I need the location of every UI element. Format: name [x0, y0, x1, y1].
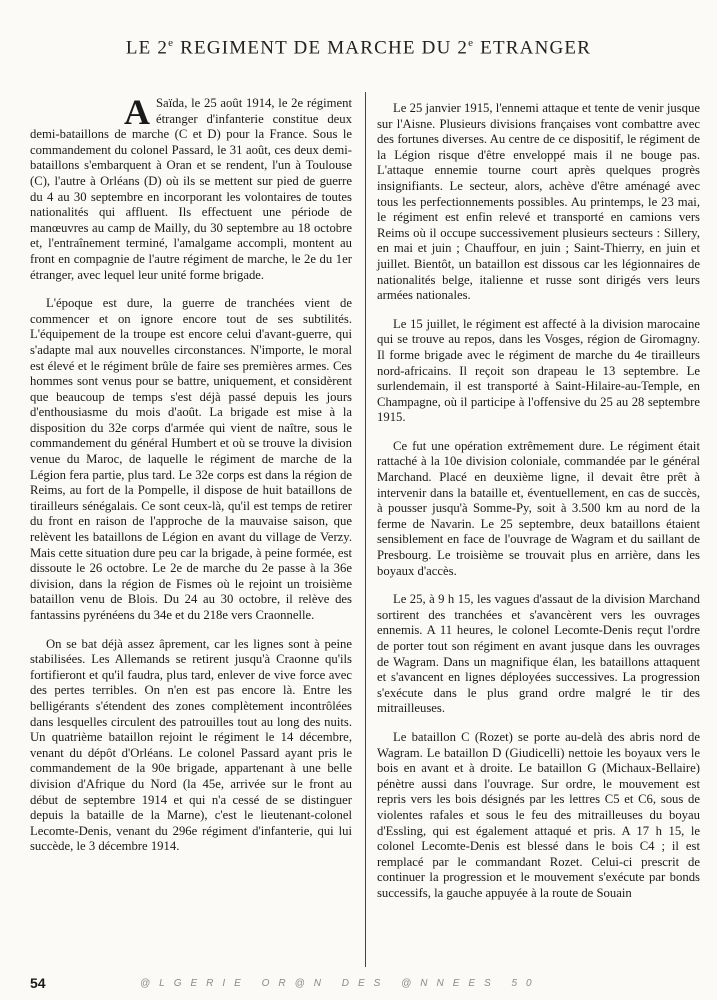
page-number: 54	[30, 975, 46, 991]
paragraph: Le 25 janvier 1915, l'ennemi attaque et tente de venir jusque sur l'Aisne. Plusieurs divisions françaises vont combattre avec des fortunes diverses. Au centre de ce dispositif, le régiment de la Légion risque d'être enveloppé mais il ne bouge pas. L'attaque ennemie tourne court après quelques progrès insignifiants. Le secteur, alors, achève d'être aménagé avec tous les perfectionnements possibles. Au printemps, le 23 mai, le régiment est enfin relevé et transporté en camions vers Reims où il occupe successivement plusieurs secteurs : Sillery, en mai et juin ; Chauffour, en juin ; Saint-Thierry, en juin et juillet. Bientôt, un bataillon est dissous car les légionnaires de nationalités belge, italienne et russe sont dirigés vers leurs armées nationales.	[377, 101, 700, 303]
watermark-text: @LGERIE OR@N DES @NNEES 50	[140, 978, 541, 989]
paragraph: L'époque est dure, la guerre de tranchées vient de commencer et on ignore encore tout de ses subtilités. L'équipement de la troupe est encore celui d'avant-guerre, qui s'adapte mal aux nouvelles circonstances. N'importe, le moral est élevé et le régiment brûle de faire ses premières armes. Ces hommes sont venus pour se battre, uniquement, et considèrent que beaucoup de temps s'est déjà passé depuis les jours d'enthousiasme du mois d'août. La brigade est mise à la disposition du 32e corps d'armée qui vient de naître, sous le commandement du général Humbert et où se trouve la division venue du Maroc, de laquelle le régiment de marche de la Légion fera partie, plus tard. Le 32e corps est dans la région de Reims, au fort de la Pompelle, il dispose de huit bataillons de tirailleurs sénégalais. Ce sont ceux-là, qu'il est temps de retirer du front en raison de l'approche de la mauvaise saison, que relèvent les bataillons de Légion en avant du village de Verzy. Mais cette situation dure peu car la brigade, à peine formée, est dissoute le 26 octobre. Le 2e de marche du 2e passe à la 36e division, dans la région de Fismes où le rejoint un troisième bataillon venu de Blois. Du 24 au 30 octobre, il relève des fantassins pyrénéens du 34e et du 218e vers Craonnelle.	[30, 296, 352, 622]
paragraph: On se bat déjà assez âprement, car les lignes sont à peine stabilisées. Les Allemands se retirent jusqu'à Craonne qu'ils fortifieront et qu'il faudra, plus tard, enlever de vive force avec des pertes terribles. On n'en est pas encore là. Entre les belligérants s'étendent des zones complètement incontrôlées dans lesquelles circulent des patrouilles tout au long des nuits. Un quatrième bataillon rejoint le régiment le 14 décembre, venant du dépôt d'Orléans. Le colonel Passard ayant pris le commandement de la 90e brigade, appartenant à une belle division d'Afrique du Nord (la 45e, arrivée sur le front au début de septembre 1914 et qui n'a cessé de se distinguer depuis la bataille de la Marne), c'est le lieutenant-colonel Lecomte-Denis, venant du 296e régiment d'infanterie, qui lui succède, le 3 décembre 1914.	[30, 636, 352, 854]
page-title: LE 2e REGIMENT DE MARCHE DU 2e ETRANGER	[125, 36, 592, 59]
paragraph: Le 15 juillet, le régiment est affecté à la division marocaine qui se trouve au repos, dans les Vosges, région de Giromagny. Il forme brigade avec le régiment de marche du 4e tirailleurs nord-africains. Il reçoit son drapeau le 13 septembre. Le surlendemain, il est transporté à Saint-Hilaire-au-Temple, en Champagne, où il participe à l'offensive du 25 au 28 septembre 1915.	[377, 316, 700, 425]
paragraph: Le bataillon C (Rozet) se porte au-delà des abris nord de Wagram. Le bataillon D (Giudicelli) nettoie les boyaux vers le bois en avant et à droite. Le bataillon G (Michaux-Bellaire) pénètre aussi dans l'ouvrage. Sur ordre, le mouvement est repris vers les bois désignés par les lettres C5 et C6, sous de violentes rafales et sous le feu des mitrailleuses du boyau d'Essling, qui est également attaqué et pris. A 17 h 15, le colonel Lecomte-Denis est blessé dans le bois C4 ; il est remplacé par le commandant Rozet. Celui-ci prescrit de continuer la progression et le mouvement s'exécute par bonds successifs, la gauche appuyée à la route de Souain	[377, 729, 700, 900]
paragraph: Le 25, à 9 h 15, les vagues d'assaut de la division Marchand sortirent des tranchées et s'avancèrent vers les ouvrages ennemis. A 11 heures, le colonel Lecomte-Denis reçut l'ordre de porter tout son régiment en avant jusque dans les ouvrages de Wagram. Dans un magnifique élan, les bataillons attaquent et s'avancent en lignes déployées successives. La progression s'exécute dans le plus grand ordre malgré le tir des mitrailleuses.	[377, 592, 700, 716]
drop-cap: A	[124, 92, 150, 132]
paragraph: A Saïda, le 25 août 1914, le 2e régiment étranger d'infanterie constitue deux demi-bataillons de marche (C et D) pour la France. Sous le commandement du colonel Passard, le 31 août, ces deux demi-bataillons s'embarquent à Oran et se rendent, l'un à Toulouse (C), l'autre à Orléans (D) où ils se mettent sur pied de guerre du 4 au 30 septembre en incorporant les volontaires de toutes nationalités qui affluent. Ils effectuent une période de manœuvres au camp de Mailly, du 30 septembre au 18 octobre et, l'entraînement terminé, l'amalgame accompli, montent au front en compagnie de l'autre régiment de marche, le 2e du 1er étranger, avec lequel leur unité forme brigade.	[30, 92, 352, 282]
left-column	[30, 92, 352, 868]
right-column	[377, 101, 700, 915]
paragraph: Ce fut une opération extrêmement dure. Le régiment était rattaché à la 10e division coloniale, commandée par le général Marchand. Placé en deuxième ligne, il devait être prêt à intervenir dans la bataille et, éventuellement, en cas de succès, à pousser jusqu'à Somme-Py, soit à 3.500 km au nord de la ferme de Navarin. Le 25 septembre, deux bataillons étaient sensiblement en face de l'ouvrage de Wagram et du saillant de Presbourg. Le troisième se trouvait plus en arrière, dans les boyaux d'accès.	[377, 438, 700, 578]
column-divider	[365, 92, 366, 967]
